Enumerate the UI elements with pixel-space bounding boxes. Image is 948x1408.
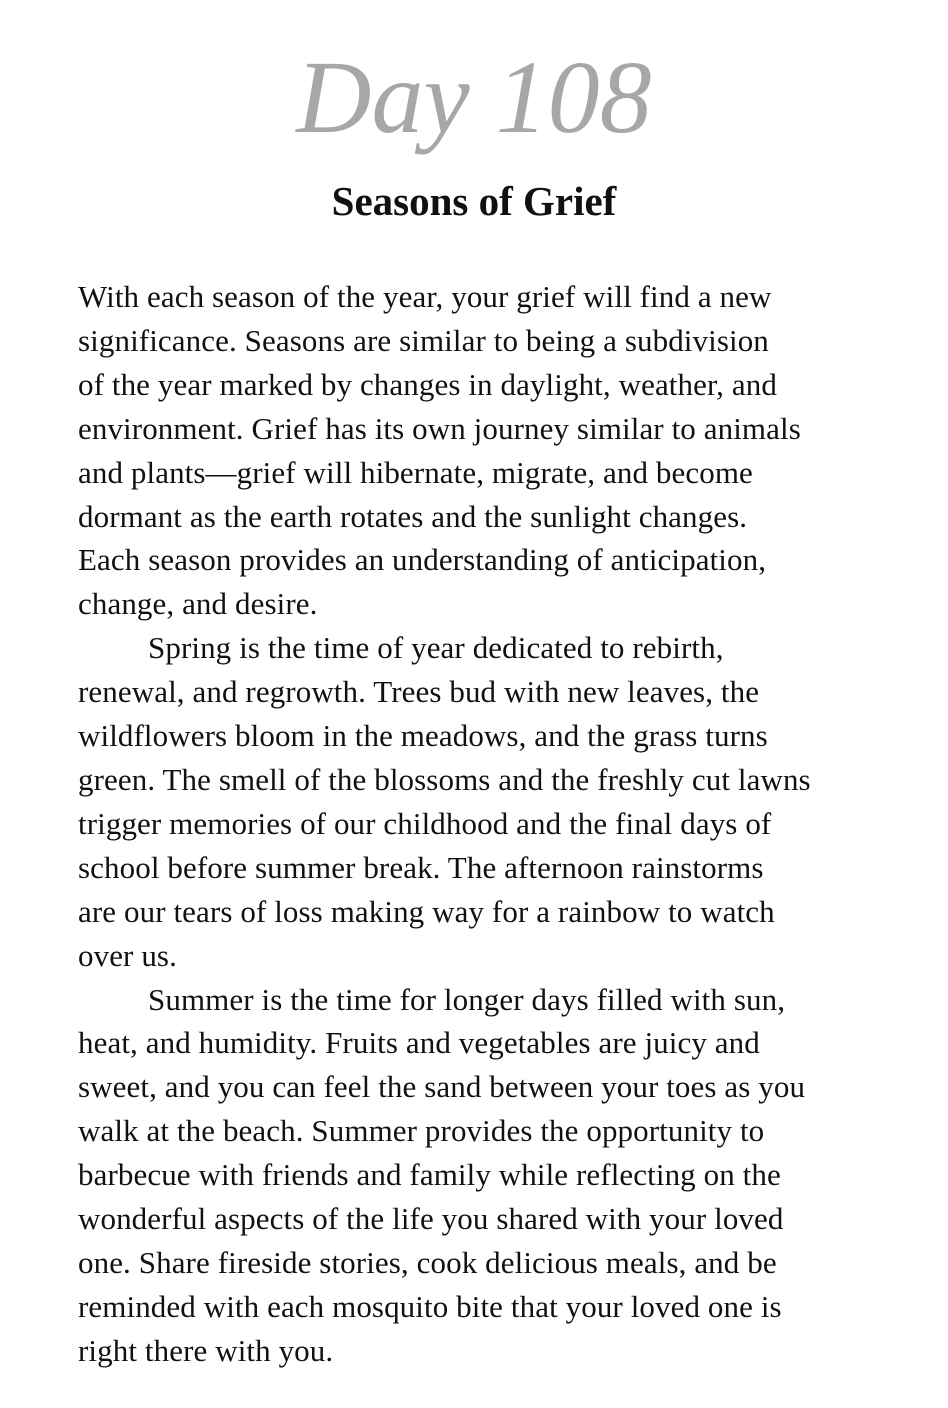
text-line: dormant as the earth rotates and the sunlight changes. bbox=[78, 498, 748, 534]
text-line: renewal, and regrowth. Trees bud with new leaves, the bbox=[78, 674, 760, 710]
text-line: green. The smell of the blossoms and the freshly cut lawns bbox=[78, 761, 811, 797]
text-line: over us. bbox=[78, 937, 177, 973]
text-line: wildflowers bloom in the meadows, and the grass turns bbox=[78, 718, 768, 754]
text-line: heat, and humidity. Fruits and vegetables are juicy and bbox=[78, 1025, 760, 1061]
text-line: wonderful aspects of the life you shared with your loved bbox=[78, 1201, 784, 1237]
text-line: trigger memories of our childhood and the final days of bbox=[78, 805, 772, 841]
text-line: of the year marked by changes in daylight, weather, and bbox=[78, 366, 777, 402]
text-line: reminded with each mosquito bite that your loved one is bbox=[78, 1288, 782, 1324]
text-line: barbecue with friends and family while reflecting on the bbox=[78, 1157, 781, 1193]
text-line: walk at the beach. Summer provides the opportunity to bbox=[78, 1113, 765, 1149]
paragraph bbox=[78, 626, 878, 977]
text-line: sweet, and you can feel the sand between your toes as you bbox=[78, 1069, 806, 1105]
text-line: environment. Grief has its own journey similar to animals bbox=[78, 410, 801, 446]
paragraph bbox=[78, 275, 878, 626]
text-line: With each season of the year, your grief will find a new bbox=[78, 279, 772, 314]
text-line: school before summer break. The afternoon rainstorms bbox=[78, 849, 764, 885]
text-line: significance. Seasons are similar to being a subdivision bbox=[78, 322, 769, 358]
day-number-heading: Day 108 bbox=[296, 40, 652, 155]
text-line: one. Share fireside stories, cook delicious meals, and be bbox=[78, 1244, 777, 1280]
text-line: Spring is the time of year dedicated to rebirth, bbox=[148, 630, 724, 666]
text-line: and plants—grief will hibernate, migrate, and become bbox=[78, 454, 753, 490]
text-line: are our tears of loss making way for a rainbow to watch bbox=[78, 893, 775, 929]
text-line: right there with you. bbox=[78, 1332, 334, 1368]
body-text bbox=[78, 275, 878, 1373]
page-title: Seasons of Grief bbox=[331, 178, 617, 224]
text-line: Each season provides an understanding of anticipation, bbox=[78, 542, 767, 578]
text-line: Summer is the time for longer days filled with sun, bbox=[148, 981, 786, 1017]
text-line: change, and desire. bbox=[78, 586, 318, 622]
paragraph bbox=[78, 978, 878, 1373]
